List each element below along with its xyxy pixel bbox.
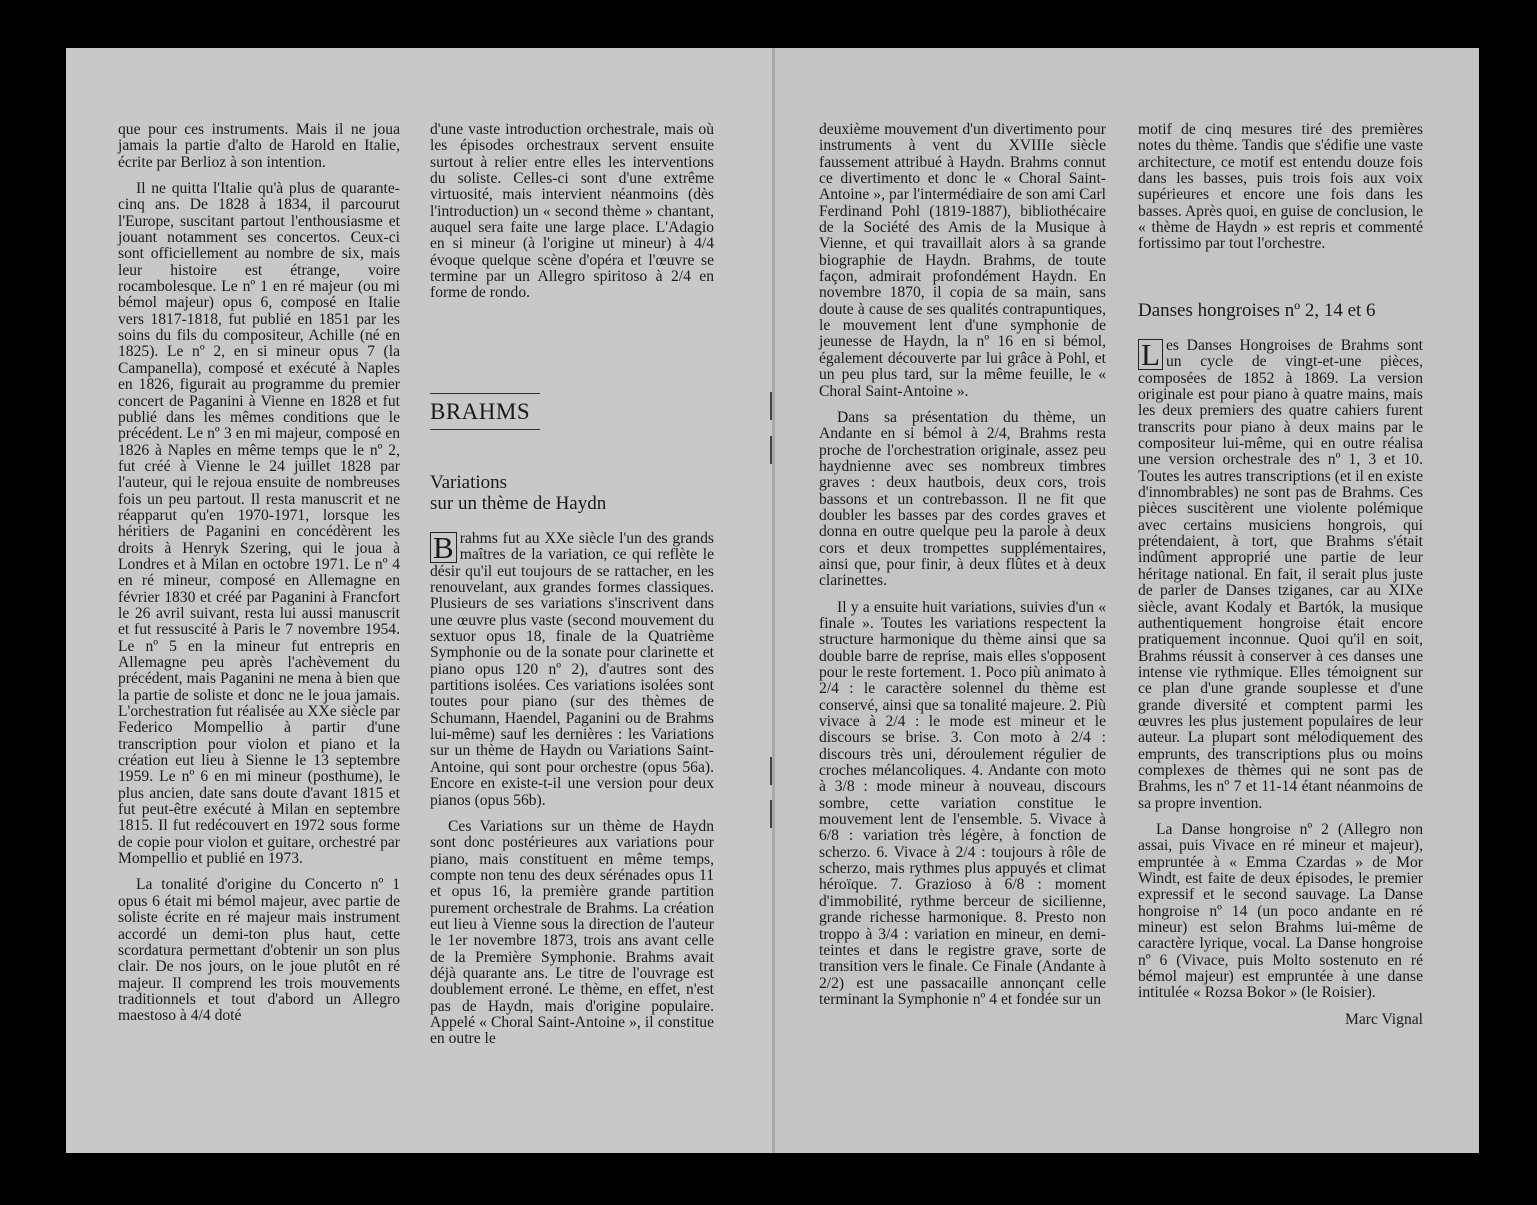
drop-cap: B [430,532,457,563]
drop-cap: L [1138,339,1163,370]
composer-heading: BRAHMS [430,393,540,430]
paragraph: motif de cinq mesures tiré des premières notes du thème. Tandis que s'édifie une vaste architecture, ce motif est entendu douze fois dans les basses, puis trois fois aux voix supérieures et encore une fois dans les basses. Après quoi, en guise de conclusion, le « thème de Haydn » est repris et commenté fortissimo par tout l'orchestre. [1138,121,1423,253]
work-title-line-1: Variations [430,472,508,493]
paragraph: Dans sa présentation du thème, un Andante en si bémol à 2/4, Brahms resta proche de l'orchestration originale, assez peu haydnienne avec ses nombreux timbres graves : deux hautbois, deux cors, trois bassons et un contrebasson. Il ne fit que doubler les basses par des cordes graves et donna en outre quelque peu la parole à deux cors et deux trompettes supplémentaires, ainsi que, pour finir, à deux flûtes et à deux clarinettes. [819,408,1106,590]
right-column-2-bottom [1138,338,1423,1028]
left-column-1 [118,122,400,1035]
paragraph-text: rahms fut au XXe siècle l'un des grands maîtres de la variation, ce qui reflète le désir qu'il eut toujours de se rattacher, en les renouvelant, aux grandes formes classiques. Plusieurs de ses variations s'inscrivent dans une œuvre plus vaste (second mouvement du sextuor opus 18, finale de la Quatrième Symphonie ou de la sonate pour clarinette et piano opus 120 nº 2), d'autres sont des partitions isolées. Ces variations isolées sont toutes pour piano (sur des thèmes de Schumann, Haendel, Paganini ou de Brahms lui-même) sauf les dernières : les Variations sur un thème de Haydn ou Variations Saint-Antoine, qui sont pour orchestre (opus 56a). Encore en existe-t-il une version pour deux pianos (opus 56b). [430,530,714,809]
paragraph: que pour ces instruments. Mais il ne joua jamais la partie d'alto de Harold en Italie, écrite par Berlioz à son intention. [118,121,400,171]
binding-mark [770,757,772,785]
book-gutter [772,48,775,1153]
left-column-2-bottom [430,531,714,1058]
paragraph: La tonalité d'origine du Concerto nº 1 opus 6 était mi bémol majeur, avec partie de soliste écrite en ré majeur mais instrument accordé un demi-ton plus haut, cette scordatura permettant d'obtenir un son plus clair. De nos jours, on le joue plutôt en ré majeur. Il comprend les trois mouvements traditionnels et tout d'abord un Allegro maestoso à 4/4 doté [118,876,400,1025]
binding-mark [770,392,772,420]
author-signature: Marc Vignal [1344,1010,1423,1028]
paragraph [430,531,714,809]
left-column-2-top [430,122,714,312]
binding-mark [770,800,772,828]
work-title [430,472,606,514]
paragraph [1138,338,1423,812]
section-title: Danses hongroises nº 2, 14 et 6 [1138,300,1376,321]
right-column-2-top [1138,122,1423,263]
paragraph-text: es Danses Hongroises de Brahms sont un cycle de vingt-et-une pièces, composées de 1852 à 1869. La version originale est pour piano à quatre mains, mais les deux premiers des quatre cahiers furent transcrits pour piano à deux mains par le compositeur lui-même, qui en outre réalisa une version orchestrale des nº 1, 3 et 10. Toutes les autres transcriptions (et il en existe d'innombrables) ne sont pas de Brahms. Ces pièces suscitèrent une violente polémique avec certains musiciens hongrois, qui prétendaient, à tort, que Brahms s'était indûment approprié une partie de leur héritage national. En fait, il serait plus juste de parler de Danses tziganes, car au XIXe siècle, avant Kodaly et Bartók, la musique authentiquement hongroise était encore pratiquement inconnue. Quoi qu'il en soit, Brahms réussit à conserver à ces danses une intense vie rythmique. Elles témoignent sur ce plan d'une grande souplesse et d'une grande diversité et comptent parmi les œuvres les plus justement populaires de leur auteur. La plupart sont mélodiquement des emprunts, des transcriptions plus ou moins complexes de thèmes qui ne sont pas de Brahms, les nº 7 et 11-14 étant néanmoins de sa propre invention. [1138,337,1423,812]
paragraph: d'une vaste introduction orchestrale, mais où les épisodes orchestraux servent ensuite surtout à relier entre elles les interventions du soliste. Celles-ci sont d'une extrême virtuosité, mais intervient néanmoins (dès l'introduction) un « second thème » chantant, auquel sera faite une large place. L'Adagio en si mineur (à l'origine ut mineur) à 4/4 évoque quelque scène d'opéra et l'œuvre se termine par un Allegro spiritoso à 2/4 en forme de rondo. [430,121,714,302]
paragraph: Il ne quitta l'Italie qu'à plus de quarante-cinq ans. De 1828 à 1834, il parcourut l'Europe, suscitant partout l'enthousiasme et jouant notamment ses concertos. Ceux-ci sont officiellement au nombre de six, mais leur histoire est étrange, voire rocambolesque. Le nº 1 en ré majeur (ou mi bémol majeur) opus 6, composé en Italie vers 1817-1818, fut publié en 1851 par les soins du fils du compositeur, Achille (né en 1825). Le nº 2, en si mineur opus 7 (la Campanella), composé et exécuté à Naples en 1826, figurait au programme du premier concert de Paganini à Vienne en 1828 et fut publié dans les mêmes conditions que le précédent. Le nº 3 en mi majeur, composé en 1826 à Naples en même temps que le nº 2, fut créé à Vienne le 24 juillet 1828 par l'auteur, qui le rejoua ensuite de nombreuses fois un peu partout. Il resta manuscrit et ne réapparut qu'en 1970-1971, lorsque les héritiers de Paganini en concédèrent les droits à Henryk Szering, qui le joua à Londres et à Milan en octobre 1971. Le nº 4 en ré mineur, composé en Allemagne en février 1830 et créé par Paganini à Francfort le 26 avril suivant, resta lui aussi manuscrit et fut ressuscité à Paris le 7 novembre 1954. Le nº 5 en la mineur fut entrepris en Allemagne peu après l'achèvement du précédent, mais Paganini ne mena à bien que la partie de soliste et donc ne le joua jamais. L'orchestration fut réalisée au XXe siècle par Federico Mompellio à partir d'une transcription pour violon et piano et la création eut lieu à Sienne le 13 septembre 1959. Le nº 6 en mi mineur (posthume), le plus ancien, date sans doute d'avant 1815 et fut peut-être exécuté à Milan en septembre 1815. Il fut redécouvert en 1972 sous forme de copie pour violon et guitare, orchestré par Mompellio et publié en 1973. [118,180,400,868]
work-title-line-2: sur un thème de Haydn [430,493,607,514]
binding-mark [770,436,772,464]
right-column-1 [819,122,1106,1018]
paragraph: deuxième mouvement d'un divertimento pour instruments à vent du XVIIIe siècle faussement attribué à Haydn. Brahms connut ce divertimento et donc le « Choral Saint-Antoine », par l'intermédiaire de son ami Carl Ferdinand Pohl (1819-1887), bibliothécaire de la Société des Amis de la Musique à Vienne, et qui travaillait alors à sa grande biographie de Haydn. Brahms, de toute façon, admirait profondément Haydn. En novembre 1870, il copia de sa main, sans doute à cause de ses qualités contrapuntiques, le mouvement lent d'une symphonie de jeunesse de Haydn, la nº 16 en si bémol, également découverte par lui grâce à Pohl, et un peu plus tard, sur la même feuille, le « Choral Saint-Antoine ». [819,121,1106,400]
paragraph: Il y a ensuite huit variations, suivies d'un « finale ». Toutes les variations respectent la structure harmonique du thème ainsi que sa double barre de reprise, mais elles s'opposent pour le reste fortement. 1. Poco più animato à 2/4 : le caractère solennel du thème est conservé, ainsi que sa tonalité majeure. 2. Più vivace à 2/4 : le mode est mineur et le discours se brise. 3. Con moto à 2/4 : discours très uni, déroulement régulier de croches mélancoliques. 4. Andante con moto à 3/8 : mode mineur à nouveau, discours sombre, cette variation constitue le mouvement lent de l'ensemble. 5. Vivace à 6/8 : variation très légère, à fonction de scherzo. 6. Vivace à 2/4 : toujours à rôle de scherzo, mais rythmes plus appuyés et climat héroïque. 7. Grazioso à 6/8 : moment d'immobilité, rythme berceur de sicilienne, grande richesse harmonique. 8. Presto non troppo à 3/4 : variation en mineur, en demi-teintes et dans le registre grave, sorte de transition vers le finale. Ce Finale (Andante à 2/2) est une passacaille annonçant celle terminant la Symphonie nº 4 et fondée sur un [819,598,1106,1008]
paragraph: La Danse hongroise nº 2 (Allegro non assai, puis Vivace en ré mineur et majeur), empruntée à « Emma Czardas » de Mor Windt, est faite de deux épisodes, le premier expressif et le second sauvage. La Danse hongroise nº 14 (un poco andante en ré mineur) est selon Brahms lui-même de caractère lyrique, vocal. La Danse hongroise nº 6 (Vivace, puis Molto sostenuto en ré bémol majeur) est empruntée à une danse intitulée « Rozsa Bokor » (le Roisier). [1138,820,1423,1002]
paragraph: Ces Variations sur un thème de Haydn sont donc postérieures aux variations pour piano, mais constituent en même temps, compte non tenu des deux sérénades opus 11 et opus 16, la première grande partition purement orchestrale de Brahms. La création eut lieu à Vienne sous la direction de l'auteur le 1er novembre 1873, trois ans avant celle de la Première Symphonie. Brahms avait déjà quarante ans. Le titre de l'ouvrage est doublement erroné. Le thème, en effet, n'est pas de Haydn, mais d'origine populaire. Appelé « Choral Saint-Antoine », il constitue en outre le [430,817,714,1048]
